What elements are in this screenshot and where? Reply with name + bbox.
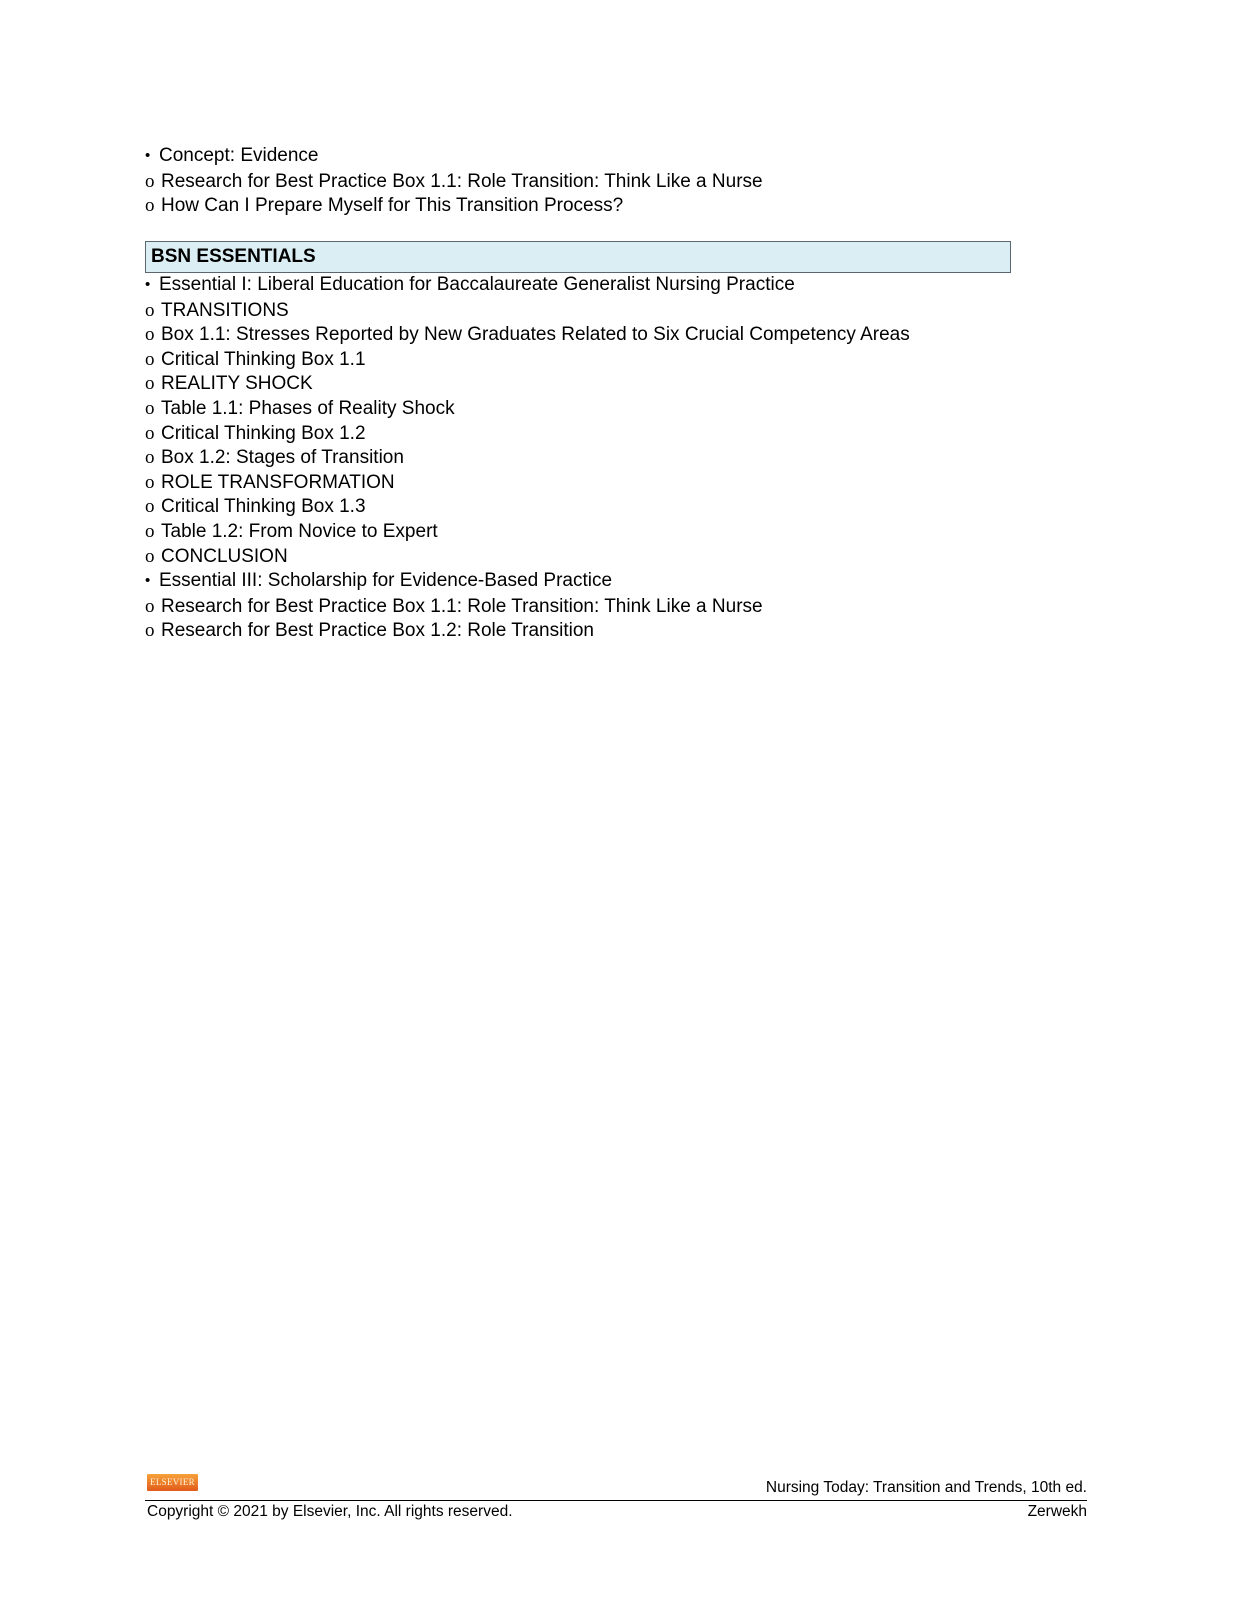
- sub-bullet-marker: o: [145, 447, 155, 469]
- list-item: [145, 422, 910, 447]
- list-item-text: Table 1.2: From Novice to Expert: [161, 520, 438, 542]
- list-item: [145, 619, 910, 644]
- list-item-text: Essential I: Liberal Education for Baccalaureate Generalist Nursing Practice: [159, 274, 795, 295]
- footer-copyright: Copyright © 2021 by Elsevier, Inc. All rights reserved.: [147, 1503, 513, 1520]
- sub-bullet-marker: o: [145, 595, 155, 617]
- sub-bullet-marker: o: [145, 496, 155, 518]
- sub-bullet-marker: o: [145, 373, 155, 395]
- sub-bullet-marker: o: [145, 620, 155, 642]
- list-item-text: Research for Best Practice Box 1.2: Role Transition: [161, 620, 594, 642]
- bullet-marker: •: [145, 147, 151, 164]
- list-item: [145, 397, 910, 422]
- list-item-text: Concept: Evidence: [159, 145, 319, 166]
- list-item: [145, 446, 910, 471]
- sub-bullet-marker: o: [145, 299, 155, 321]
- sub-bullet-marker: o: [145, 170, 155, 192]
- list-item: [145, 194, 763, 219]
- section-header-bsn-essentials: BSN ESSENTIALS: [145, 241, 1011, 273]
- bsn-essentials-list: [145, 273, 910, 644]
- list-item: [145, 495, 910, 520]
- list-item: [145, 520, 910, 545]
- sub-bullet-marker: o: [145, 324, 155, 346]
- list-item-text: Box 1.1: Stresses Reported by New Graduates Related to Six Crucial Competency Areas: [161, 324, 910, 346]
- list-item: [145, 144, 763, 170]
- list-item-text: Research for Best Practice Box 1.1: Role Transition: Think Like a Nurse: [161, 170, 763, 192]
- footer-book-title: Nursing Today: Transition and Trends, 10th ed.: [765, 1479, 1087, 1496]
- list-item-text: ROLE TRANSFORMATION: [161, 471, 395, 493]
- elsevier-logo: ELSEVIER: [147, 1474, 198, 1491]
- list-item: [145, 471, 910, 496]
- sub-bullet-marker: o: [145, 397, 155, 419]
- list-item: [145, 569, 910, 595]
- sub-bullet-marker: o: [145, 422, 155, 444]
- list-item-text: Research for Best Practice Box 1.1: Role Transition: Think Like a Nurse: [161, 595, 763, 617]
- list-item: [145, 372, 910, 397]
- list-item: [145, 545, 910, 570]
- list-item-text: Box 1.2: Stages of Transition: [161, 447, 404, 469]
- sub-bullet-marker: o: [145, 471, 155, 493]
- list-item: [145, 323, 910, 348]
- list-item-text: How Can I Prepare Myself for This Transition Process?: [161, 195, 624, 217]
- list-item-text: Critical Thinking Box 1.3: [161, 496, 366, 518]
- list-item-text: REALITY SHOCK: [161, 373, 313, 395]
- sub-bullet-marker: o: [145, 348, 155, 370]
- list-item: [145, 273, 910, 299]
- list-item: [145, 348, 910, 373]
- footer-divider: [145, 1500, 1087, 1501]
- top-outline-list: [145, 144, 763, 219]
- list-item: [145, 299, 910, 324]
- list-item-text: Critical Thinking Box 1.1: [161, 348, 366, 370]
- list-item: [145, 595, 910, 620]
- sub-bullet-marker: o: [145, 545, 155, 567]
- sub-bullet-marker: o: [145, 195, 155, 217]
- list-item-text: TRANSITIONS: [161, 299, 289, 321]
- bullet-marker: •: [145, 276, 151, 293]
- bullet-marker: •: [145, 572, 151, 590]
- list-item-text: Table 1.1: Phases of Reality Shock: [161, 397, 455, 419]
- sub-bullet-marker: o: [145, 520, 155, 542]
- footer-author: Zerwekh: [1027, 1503, 1087, 1520]
- list-item-text: Critical Thinking Box 1.2: [161, 422, 366, 444]
- list-item-text: Essential III: Scholarship for Evidence-Based Practice: [159, 570, 613, 592]
- list-item: [145, 170, 763, 195]
- list-item-text: CONCLUSION: [161, 545, 288, 567]
